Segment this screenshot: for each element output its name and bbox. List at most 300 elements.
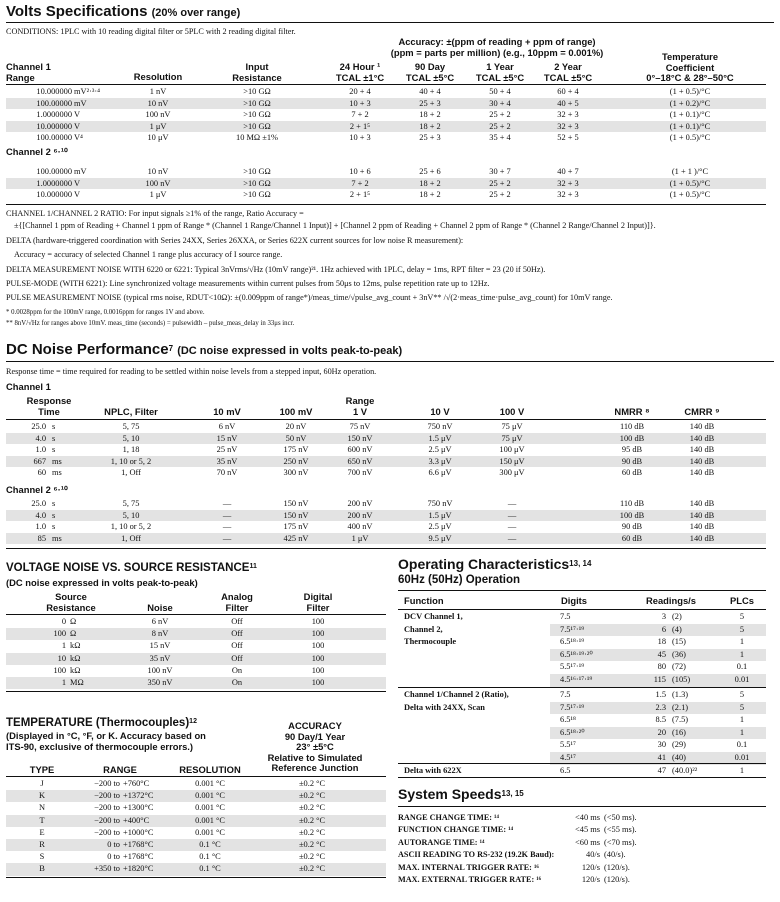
opchar-cell: 4.5¹⁶·¹⁷·¹⁹ [560,675,593,684]
opchar-cell: 0.1 [736,740,748,750]
speeds-label: RANGE CHANGE TIME: ¹⁴ [398,813,499,822]
temp-header: RANGE [103,764,137,775]
volts-cell: V [74,121,81,131]
opchar-cell: 41 [657,753,666,762]
volts-cell: 32 + 3 [557,178,579,188]
volts-cell: 25 + 2 [489,110,511,120]
dcnoise-cell: 1.0 [35,445,46,455]
vnoise-cell: 100 [311,653,325,663]
vnoise-cell: 350 nV [147,678,173,687]
dcnoise-cell: 90 dB [621,456,643,466]
vnoise-cell: Off [231,641,243,651]
dcnoise-cell: 700 nV [347,468,373,478]
volts-note: CHANNEL 1/CHANNEL 2 RATIO: For input signals ≥1% of the range, Ratio Accuracy = [6,209,304,218]
temp-cell: 0.001 °C [195,779,225,788]
dcnoise-cell: 150 μV [499,456,525,466]
dcnoise-cell: 5, 75 [122,422,140,431]
volts-cell: (1 + 0.1)/°C [669,121,711,131]
dcnoise-cell: 1, Off [121,533,141,543]
speeds-title [398,786,524,802]
dcnoise-cell: 150 nV [283,510,309,520]
volts-cell: (1 + 0.1)/°C [669,110,711,120]
temp-cell: 0.1 °C [199,852,221,862]
speeds-value: <60 ms [575,837,600,847]
volts-cell: 18 + 2 [419,110,441,120]
opchar-cell: 3 [661,612,666,621]
dcnoise-cell: s [52,510,56,520]
volts-cell: 32 + 3 [557,190,579,200]
dcnoise-cell: 1, Off [121,468,141,478]
dcnoise-cell: 425 nV [283,533,309,543]
volts-cell: (1 + 0.5)/°C [669,178,711,188]
opchar-cell: 6.5 [560,766,571,775]
volts-note: PULSE MEASUREMENT NOISE (typical rms noise, RDUT<10Ω): ±(0.009ppm of range*)/meas_time/√pulse_avg_count + 3nV** /√(2·meas_time·pulse_avg_count) for 10mV range. [6,293,613,302]
dcnoise-cell: 75 μV [501,422,523,431]
dcnoise-cell: 5, 75 [122,499,140,508]
volts-cell: 10 nV [147,98,169,108]
hdr-90-day: 90 Day TCAL ±5°C [405,61,455,83]
volts-cell: (1 + 0.5)/°C [669,133,711,143]
temp-cell: −200 to [94,779,120,788]
volts-cell: 10 nV [147,167,169,176]
dcnoise-rule [6,361,774,362]
vnoise-header: Source Resistance [46,591,96,613]
volts-cell: 25 + 3 [419,133,441,143]
dcnoise-cell: — [507,510,517,520]
dcnoise-header: 100 mV [279,406,313,417]
vnoise-cell: On [231,665,243,675]
dcnoise-cell: 140 dB [689,433,715,443]
dcnoise-cell: s [52,433,56,443]
temp-cell: ±0.2 °C [298,864,326,874]
volts-cell: (1 + 0.2)/°C [669,98,711,108]
dcnoise-title-sup: 7 [168,344,174,353]
dcnoise-intro: Response time = time required for reading to be settled within noise levels from a stepped input, 60Hz operation. [6,367,377,376]
volts-cell: 1.0000000 [36,178,72,188]
dcnoise-cell: 175 nV [283,445,309,455]
volts-note: ±{[Channel 1 ppm of Reading + Channel 1 ppm of Range * (Channel 1 Range/Channel 1 Input)] + [Channel 2 ppm of Reading + Channel 2 ppm of Range * (Channel 2 Range/Channel 2 Input)]}. [14,221,656,230]
temp-cell: −200 to [94,791,120,801]
speeds-label: MAX. EXTERNAL TRIGGER RATE: ¹⁶ [398,875,542,884]
opchar-cell: 45 [657,649,666,659]
speeds-value-50hz: (120/s). [604,862,630,872]
temp-cell: 0.001 °C [195,815,225,825]
dcnoise-cell: 20 nV [285,422,307,431]
volts-conditions: CONDITIONS: 1PLC with 10 reading digital filter or 5PLC with 2 reading digital filter. [6,27,296,36]
opchar-cell: 115 [653,675,666,684]
vnoise-cell: MΩ [70,678,84,687]
volts-cell: 100 nV [145,178,171,188]
temp-cell: T [39,815,45,825]
dcnoise-cell: 5, 10 [122,433,140,443]
opchar-cell: 6.5¹⁸·¹⁹ [560,637,585,647]
speeds-label: FUNCTION CHANGE TIME: ¹⁴ [398,825,514,835]
speeds-label: MAX. INTERNAL TRIGGER RATE: ¹⁶ [398,862,539,872]
temp-cell: +1300°C [123,803,154,813]
opchar-group-rule [398,763,766,764]
opchar-header: Digits [560,595,588,606]
dcnoise-cell: ms [52,468,62,478]
vnoise-cell: 100 [53,629,66,639]
speeds-title-sup: 13, 15 [501,789,524,798]
temp-cell: 0 to [107,840,120,849]
dcnoise-cell: 75 μV [501,433,523,443]
dcnoise-cell: 140 dB [689,445,715,455]
speeds-value: <40 ms [575,813,600,822]
volts-cell: 35 + 4 [489,133,511,143]
dcnoise-title [6,341,402,358]
vnoise-bottom-rule [6,691,386,692]
volts-cell: V [74,110,81,120]
vnoise-cell: Off [231,629,243,639]
opchar-header-rule [398,609,766,610]
temp-cell: ±0.2 °C [298,852,326,862]
dcnoise-header-rule [6,419,766,420]
opchar-cell: 5.5¹⁷ [560,740,576,750]
dcnoise-cell: 140 dB [689,522,715,532]
dcnoise-cell: 650 nV [347,456,373,466]
opchar-function-label: Delta with 622X [404,766,462,775]
vnoise-title-text: VOLTAGE NOISE VS. SOURCE RESISTANCE [6,562,250,574]
volts-cell: 40 + 7 [557,167,579,176]
dcnoise-cell: 1.5 μV [428,433,452,443]
vnoise-cell: 100 [311,678,325,687]
dcnoise-cell: 140 dB [689,422,715,431]
dcnoise-cell: 200 nV [347,510,373,520]
volts-cell: >10 GΩ [243,167,271,176]
temp-cell: ±0.2 °C [298,840,326,849]
opchar-cell: (36) [672,649,686,659]
dcnoise-cell: 85 [37,533,46,543]
resolution-header: Resolution [133,71,183,82]
input-resistance-header: Input Resistance [232,61,282,83]
volts-header-rule [6,84,766,85]
opchar-title-text: Operating Characteristics [398,556,570,572]
dcnoise-range-label: Range [345,395,375,406]
speeds-label: ASCII READING TO RS-232 (19.2K Baud): [398,850,555,860]
opchar-cell: (15) [672,637,686,647]
volts-cell: >10 GΩ [243,110,271,120]
dcnoise-cell: 140 dB [689,533,715,543]
vnoise-cell: kΩ [70,653,81,663]
opchar-cell: (2.1) [672,702,689,712]
dcnoise-channel1-label: Channel 1 [6,381,51,392]
opchar-cell: (16) [672,727,686,737]
opchar-cell: (72) [672,662,686,672]
temp-cell: ±0.2 °C [298,827,326,837]
volts-subtitle: (20% over range) [151,7,241,19]
temp-accuracy-header: ACCURACY 90 Day/1 Year 23° ±5°C Relative to Simulated Reference Junction [267,720,363,773]
opchar-rule [398,590,766,591]
temp-cell: 0.001 °C [195,827,225,837]
vnoise-cell: On [231,678,243,687]
dcnoise-cell: 25.0 [31,422,46,431]
volts-cell: 100.00000 [36,167,72,176]
volts-cell: 20 + 4 [349,87,371,96]
opchar-cell: 1 [739,649,745,659]
vnoise-header: Digital Filter [303,591,333,613]
dcnoise-cell: 1, 10 or 5, 2 [110,522,152,532]
dcnoise-header: 10 mV [213,406,241,417]
vnoise-cell: 100 nV [147,665,173,675]
hdr-24-hour: 24 Hour ¹ TCAL ±1°C [335,61,385,83]
dcnoise-cell: 6.6 μV [428,468,452,478]
dcnoise-cell: — [222,533,232,543]
speeds-value: <45 ms [575,825,600,835]
temp-cell: N [38,803,46,813]
opchar-cell: (29) [672,740,686,750]
dcnoise-header: NPLC, Filter [104,406,158,417]
opchar-cell: 7.5 [560,690,571,699]
volts-cell: 1.0000000 [36,110,72,120]
vnoise-cell: 100 [53,665,66,675]
vnoise-cell: 1 [61,678,66,687]
vnoise-cell: 100 [311,629,325,639]
temp-cell: 0.001 °C [195,803,225,813]
volts-cell: 1 μV [149,190,167,200]
hdr-1-year: 1 Year TCAL ±5°C [475,61,525,83]
vnoise-header: Analog Filter [221,591,253,613]
dcnoise-cell: 140 dB [689,468,715,478]
opchar-cell: 6 [661,624,666,634]
volts-cell: 32 + 3 [557,110,579,120]
dcnoise-cell: 9.5 μV [428,533,452,543]
opchar-cell: 5 [739,624,745,634]
vnoise-cell: 0 [61,617,66,626]
dcnoise-title-text: DC Noise Performance [6,341,169,358]
opchar-cell: 7.5¹⁷·¹⁹ [560,702,585,712]
volts-cell: 10.000000 [36,190,72,200]
volts-cell: >10 GΩ [243,87,271,96]
volts-cell: mV²·³·⁴ [74,87,101,96]
opchar-cell: 18 [657,637,666,647]
volts-cell: 18 + 2 [419,178,441,188]
dcnoise-cell: 75 nV [349,422,371,431]
volts-cell: 10 + 3 [349,133,371,143]
vnoise-cell: 1 [61,641,66,651]
opchar-cell: 5.5¹⁷·¹⁹ [560,662,585,672]
temp-coefficient-header: Temperature Coefficient 0°–18°C & 28°–50°C [646,51,734,83]
range-header: Channel 1 Range [6,61,51,83]
dcnoise-header: 10 V [430,406,450,417]
opchar-cell: 80 [657,662,666,672]
speeds-value: 120/s [581,862,600,872]
temp-title [6,717,197,729]
temp-title-text: TEMPERATURE (Thermocouples) [6,717,190,729]
opchar-title-sup: 13, 14 [569,559,592,568]
dcnoise-cell: 175 nV [283,522,309,532]
dcnoise-cell: 100 dB [619,433,645,443]
temp-header-rule [6,776,386,777]
dcnoise-cell: 110 dB [619,422,645,431]
temp-cell: +760°C [123,779,150,788]
volts-cell: 18 + 2 [419,121,441,131]
opchar-cell: 2.3 [655,702,666,712]
volts-cell: 50 + 4 [489,87,511,96]
dcnoise-cell: 667 [33,456,46,466]
dcnoise-cell: 140 dB [689,456,715,466]
dcnoise-header: 1 V [352,406,368,417]
dcnoise-cell: — [222,499,232,508]
opchar-title [398,556,591,572]
temp-cell: K [38,791,46,801]
opchar-cell: 0.01 [734,675,750,684]
hdr-2-year: 2 Year TCAL ±5°C [543,61,593,83]
opchar-cell: 6.5¹⁸·²⁰ [560,727,585,737]
opchar-cell: 0.01 [734,753,750,762]
vnoise-cell: Off [231,653,243,663]
opchar-cell: 6.5¹⁸·¹⁹·²⁰ [560,649,593,659]
dcnoise-cell: s [52,499,56,508]
temp-bottom-rule [6,877,386,878]
opchar-cell: 5 [739,702,745,712]
dcnoise-cell: 150 nV [283,499,309,508]
temp-subtitle: (Displayed in °C, °F, or K. Accuracy based on ITS-90, exclusive of thermocouple errors.) [6,730,206,752]
opchar-cell: 0.1 [736,662,748,672]
accuracy-header: Accuracy: ±(ppm of reading + ppm of range) (ppm = parts per million) (e.g., 10ppm = 0.001%) [390,36,604,58]
volts-cell: V [74,178,81,188]
opchar-bottom-rule [398,777,766,778]
dcnoise-cell: 1 μV [351,533,369,543]
dcnoise-cell: 70 nV [216,468,238,478]
opchar-header: Function [404,595,444,606]
opchar-cell: 1 [739,715,745,725]
temp-header: RESOLUTION [179,764,241,775]
dcnoise-header: 100 V [499,406,525,417]
dcnoise-cell: 35 nV [216,456,238,466]
speeds-title-text: System Speeds [398,786,502,802]
dcnoise-cell: 100 μV [499,445,525,455]
temp-header: TYPE [29,764,55,775]
dcnoise-cell: s [52,445,56,455]
dcnoise-cell: 60 dB [621,468,643,478]
opchar-cell: 4.5¹⁷ [560,753,576,762]
volts-cell: (1 + 0.5)/°C [669,87,711,96]
dcnoise-header: CMRR ⁹ [684,406,720,417]
vnoise-cell: 10 [57,653,66,663]
opchar-cell: 1 [739,637,745,647]
volts-channel2-label: Channel 2 ⁶·¹⁰ [6,146,68,157]
volts-cell: 60 + 4 [557,87,579,96]
dcnoise-cell: 95 dB [621,445,643,455]
volts-cell: >10 GΩ [243,190,271,200]
opchar-cell: (2) [672,612,682,621]
dcnoise-cell: 600 nV [347,445,373,455]
volts-cell: 10 + 6 [349,167,371,176]
dcnoise-cell: 50 nV [285,433,307,443]
dcnoise-cell: 5, 10 [122,510,140,520]
opchar-cell: 1 [739,727,745,737]
vnoise-cell: 100 [311,617,325,626]
opchar-cell: 1.5 [655,690,666,699]
volts-title-text: Volts Specifications [6,3,148,20]
opchar-header: PLCs [730,595,754,606]
dcnoise-channel2-label: Channel 2 ⁶·¹⁰ [6,484,68,495]
dcnoise-cell: 60 [37,468,46,478]
volts-cell: 25 + 2 [489,190,511,200]
volts-cell: (1 + 1 )/°C [671,167,709,176]
vnoise-title-sup: 11 [249,563,257,570]
volts-cell: 30 + 4 [489,98,511,108]
vnoise-cell: 6 nV [151,617,169,626]
volts-cell: mV [74,98,87,108]
opchar-cell: (4) [672,624,682,634]
dcnoise-cell: 140 dB [689,499,715,508]
dcnoise-cell: 90 dB [621,522,643,532]
dcnoise-cell: 4.0 [35,433,46,443]
volts-cell: 1 nV [149,87,167,96]
opchar-cell: 8.5 [655,715,666,725]
volts-cell: 7 + 2 [351,178,369,188]
volts-bottom-rule [6,204,766,205]
volts-cell: 7 + 2 [351,110,369,120]
temp-cell: +1000°C [123,827,154,837]
dcnoise-header: NMRR ⁸ [614,406,650,417]
dcnoise-cell: 25.0 [31,499,46,508]
opchar-cell: 5 [739,690,745,699]
volts-cell: mV [74,167,87,176]
temp-cell: 0 to [107,852,120,862]
dcnoise-cell: 1, 18 [122,445,140,455]
volts-cell: 10 + 3 [349,98,371,108]
speeds-value: 40/s [586,850,600,860]
vnoise-cell: 100 [311,641,325,651]
dcnoise-header: Response Time [26,395,72,417]
dcnoise-cell: 4.0 [35,510,46,520]
vnoise-cell: Off [231,617,243,626]
dcnoise-cell: 300 μV [499,468,525,478]
vnoise-cell: 8 nV [151,629,169,639]
dcnoise-cell: 100 dB [619,510,645,520]
volts-cell: 100.00000 [36,133,72,143]
opchar-cell: (40) [672,753,686,762]
volts-cell: 40 + 4 [419,87,441,96]
opchar-cell: 20 [657,727,666,737]
temp-cell: ±0.2 °C [298,815,326,825]
opchar-cell: 47 [657,766,666,775]
temp-cell: 0.1 °C [199,864,221,874]
temp-title-sup: 12 [189,718,197,725]
volts-cell: 25 + 3 [419,98,441,108]
dcnoise-cell: s [52,422,56,431]
temp-cell: E [39,827,45,837]
dcnoise-cell: 60 dB [621,533,643,543]
volts-cell: 40 + 5 [557,98,579,108]
volts-note: ** 8nV/√Hz for ranges above 10mV. meas_time (seconds) = pulsewidth – pulse_meas_delay in 33μs incr. [6,320,295,327]
speeds-value-50hz: (120/s). [604,875,630,884]
dcnoise-cell: 6 nV [218,422,236,431]
volts-cell: V [74,190,81,200]
opchar-cell: 7.5 [560,612,571,621]
volts-cell: 2 + 1⁵ [349,190,371,200]
temp-cell: S [39,852,45,862]
volts-note: Accuracy = accuracy of selected Channel 1 range plus accuracy of I source range. [14,250,283,259]
opchar-cell: 1 [739,766,745,775]
opchar-header: Readings/s [645,595,696,606]
dcnoise-cell: 400 nV [347,522,373,532]
volts-cell: (1 + 0.5)/°C [669,190,711,200]
dcnoise-cell: — [222,510,232,520]
opchar-cell: (40.0)²² [672,766,698,775]
volts-cell: 25 + 2 [489,121,511,131]
temp-cell: 0.1 °C [199,840,221,849]
dcnoise-cell: 1, 10 or 5, 2 [110,456,152,466]
dcnoise-cell: 2.5 μV [428,445,452,455]
dcnoise-cell: 3.3 μV [428,456,452,466]
dcnoise-cell: 750 nV [427,499,453,508]
opchar-cell: 30 [657,740,666,750]
dcnoise-bottom-rule [6,548,766,549]
